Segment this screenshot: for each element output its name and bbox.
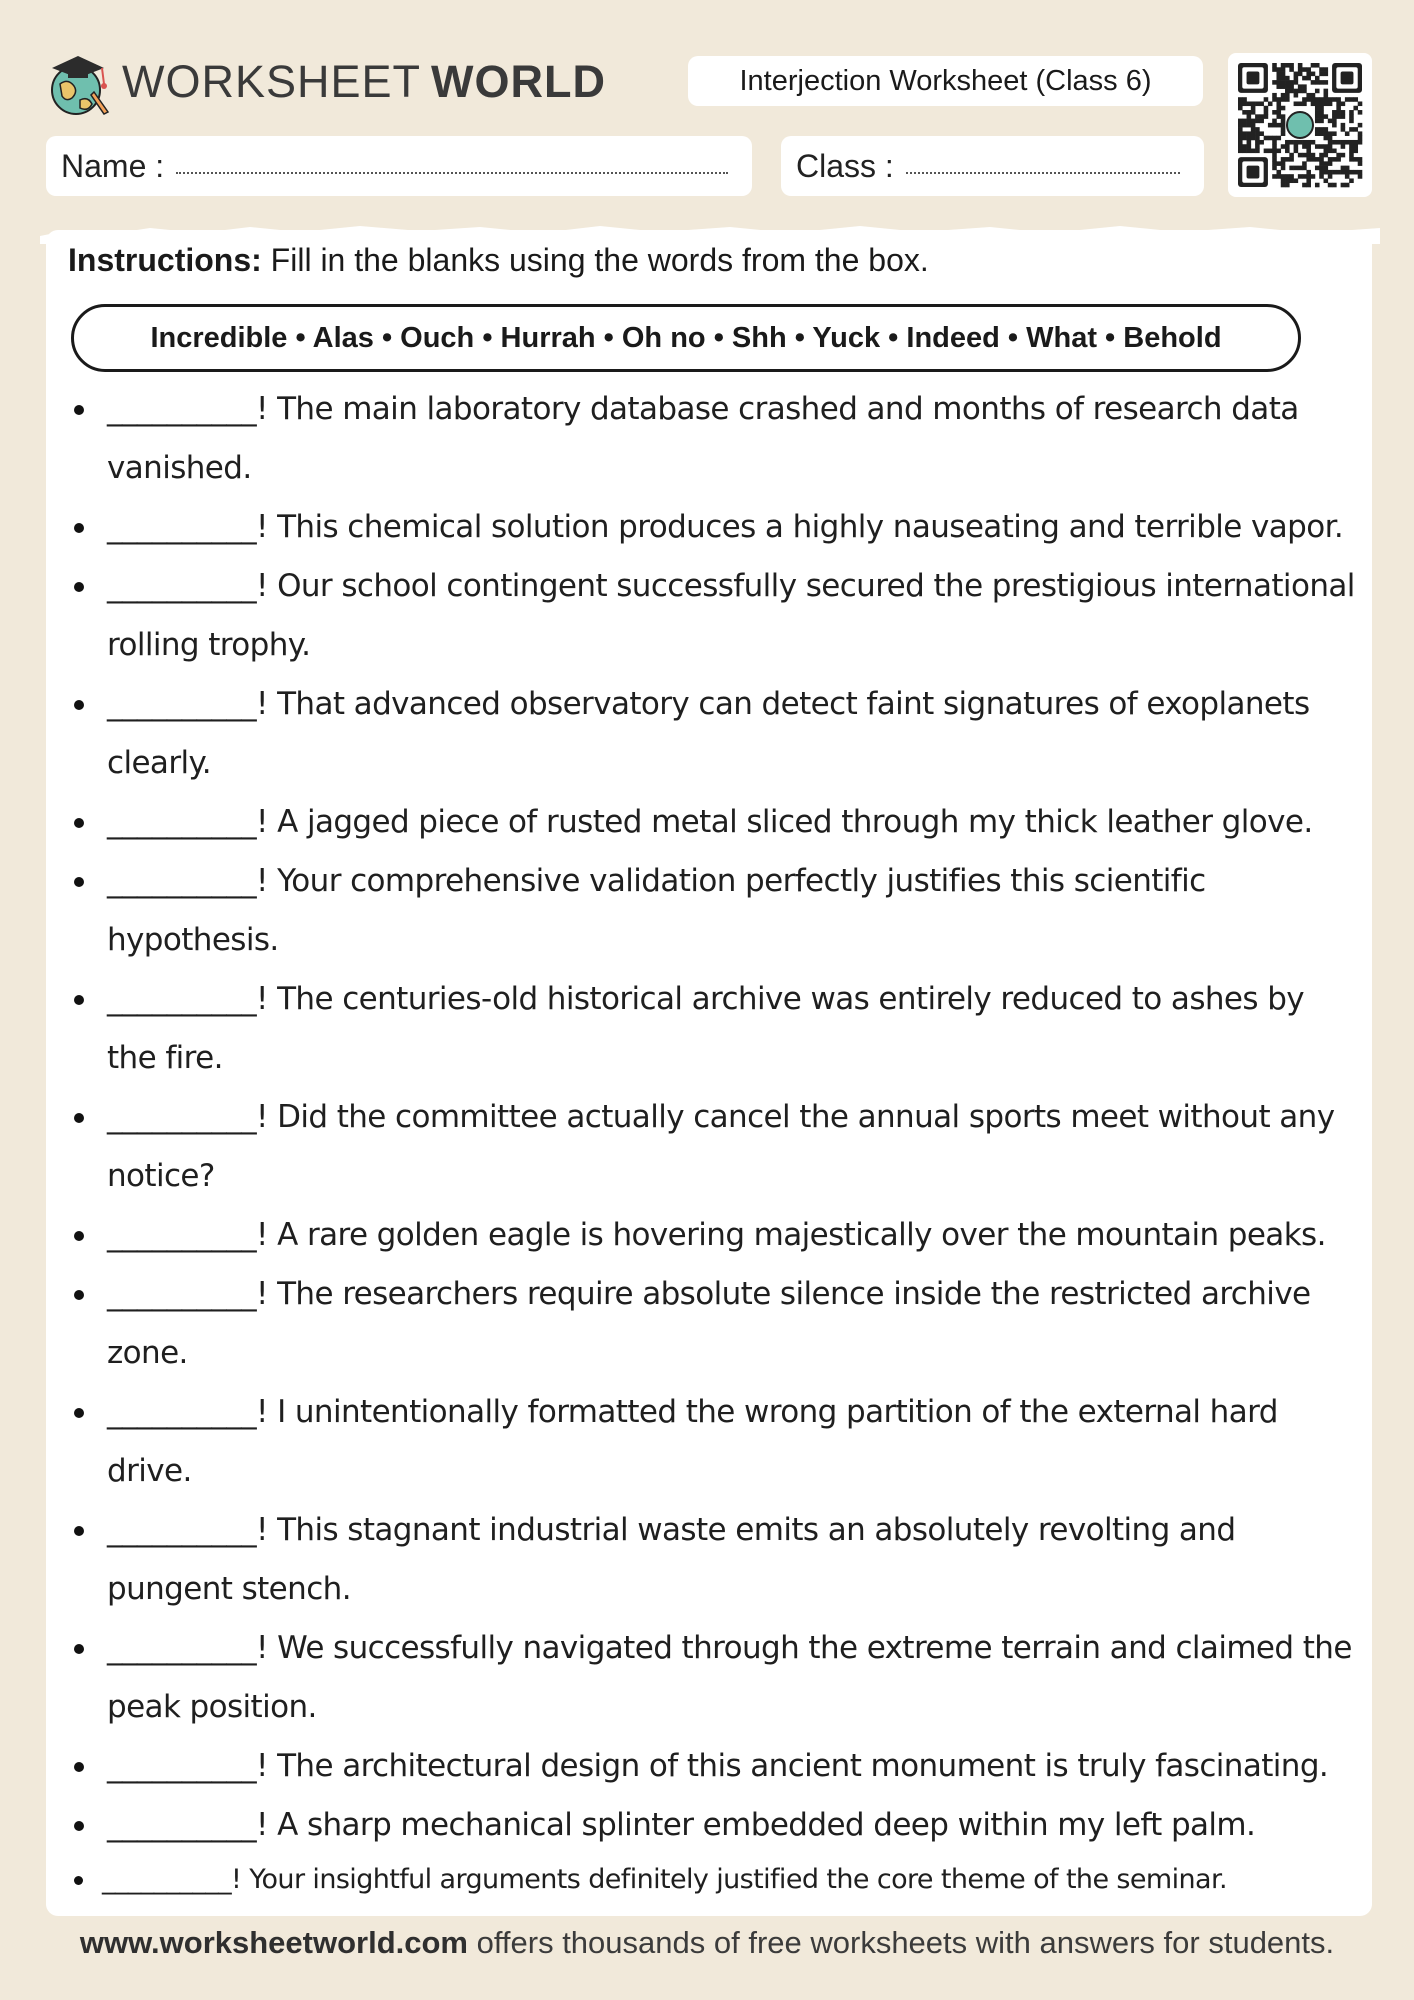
qr-code-icon (1228, 53, 1372, 197)
qr-finder-pattern (1238, 63, 1268, 93)
name-label: Name : (61, 147, 165, 184)
worksheet-title: Interjection Worksheet (Class 6) (688, 56, 1203, 106)
question-item[interactable]: __________! Did the committee actually cancel the annual sports meet without any notice? (68, 1088, 1358, 1206)
footer-site-link[interactable]: www.worksheetworld.com (79, 1925, 468, 1960)
globe-mascot-icon (46, 44, 116, 120)
class-field[interactable] (781, 136, 1204, 196)
brand-logo[interactable] (46, 44, 606, 120)
qr-logo-icon (1287, 112, 1313, 138)
question-item[interactable]: __________! The researchers require absolute silence inside the restricted archive zone. (68, 1265, 1358, 1383)
question-item[interactable]: __________! Our school contingent successfully secured the prestigious international rolling trophy. (68, 557, 1358, 675)
question-item[interactable]: __________! The architectural design of this ancient monument is truly fascinating. (68, 1737, 1358, 1796)
name-blank-line[interactable] (176, 172, 728, 174)
footer (0, 1925, 1414, 1961)
brand-name (122, 56, 606, 108)
question-item[interactable]: __________! I unintentionally formatted the wrong partition of the external hard drive. (68, 1383, 1358, 1501)
footer-text: offers thousands of free worksheets with answers for students. (468, 1925, 1335, 1960)
question-item[interactable]: __________! We successfully navigated through the extreme terrain and claimed the peak position. (68, 1619, 1358, 1737)
instructions-text: Fill in the blanks using the words from the box. (261, 242, 929, 278)
brand-name-bold: WORLD (431, 56, 606, 107)
qr-finder-pattern (1238, 157, 1268, 187)
qr-finder-pattern (1332, 63, 1362, 93)
name-field[interactable] (46, 136, 752, 196)
class-label: Class : (796, 147, 894, 184)
question-item[interactable]: __________! The main laboratory database crashed and months of research data vanished. (68, 380, 1358, 498)
torn-paper-edge (40, 214, 1380, 244)
question-item[interactable]: __________! A jagged piece of rusted metal sliced through my thick leather glove. (68, 793, 1358, 852)
question-item[interactable]: __________! Your comprehensive validation perfectly justifies this scientific hypothesis. (68, 852, 1358, 970)
question-item[interactable]: __________! That advanced observatory can detect faint signatures of exoplanets clearly. (68, 675, 1358, 793)
question-item[interactable]: __________! A sharp mechanical splinter embedded deep within my left palm. (68, 1796, 1358, 1855)
brand-name-light: WORKSHEET (122, 56, 422, 107)
question-list (68, 380, 1358, 1905)
word-bank: Incredible • Alas • Ouch • Hurrah • Oh no • Shh • Yuck • Indeed • What • Behold (71, 304, 1301, 372)
class-blank-line[interactable] (906, 172, 1180, 174)
question-item[interactable]: __________! This stagnant industrial waste emits an absolutely revolting and pungent stench. (68, 1501, 1358, 1619)
instructions-label: Instructions: (68, 242, 262, 278)
instructions (68, 242, 929, 279)
question-item[interactable]: __________! Your insightful arguments definitely justified the core theme of the seminar. (68, 1855, 1358, 1905)
question-item[interactable]: __________! This chemical solution produces a highly nauseating and terrible vapor. (68, 498, 1358, 557)
question-item[interactable]: __________! The centuries-old historical archive was entirely reduced to ashes by the fire. (68, 970, 1358, 1088)
qr-code[interactable] (1228, 53, 1372, 197)
question-item[interactable]: __________! A rare golden eagle is hovering majestically over the mountain peaks. (68, 1206, 1358, 1265)
